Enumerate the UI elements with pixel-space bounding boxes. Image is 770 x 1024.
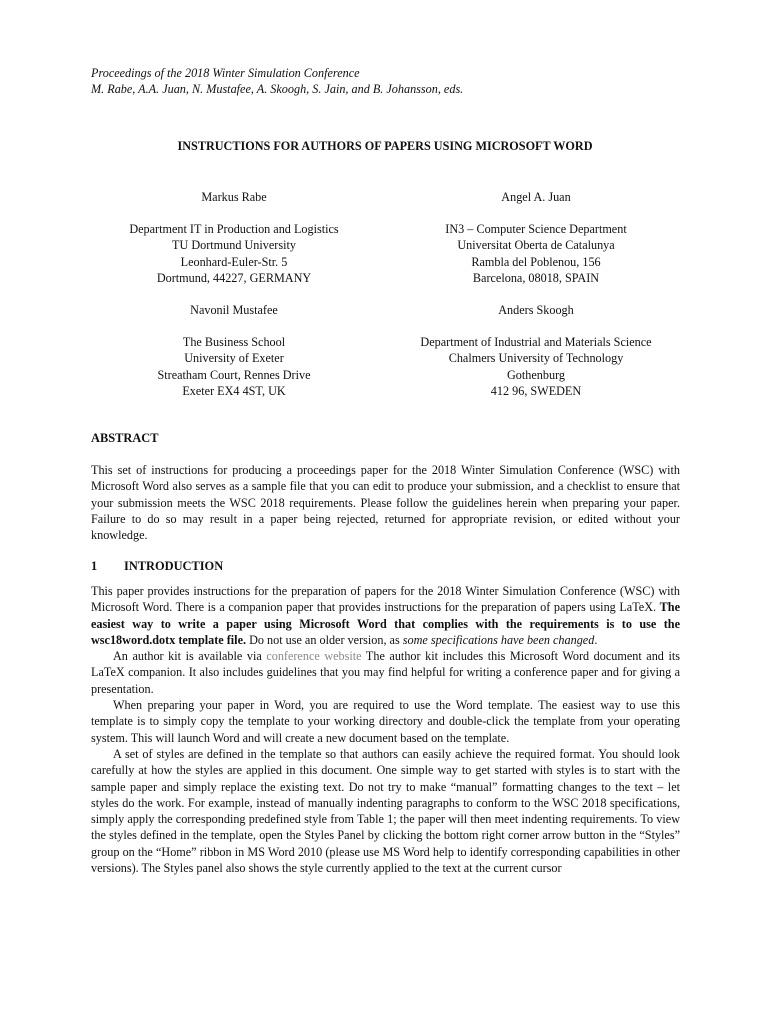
italic-run: some specifications have been changed <box>402 632 595 647</box>
abstract-text: This set of instructions for producing a proceedings paper for the 2018 Winter Simulation Conference (WSC) with Microsoft Word also serves as a sample file that you can edit to produce your submission, and a checklist to ensure that your submission meets the WSC 2018 requirements. Please follow the guidelines herein when preparing your paper. Failure to do so may result in a paper being rejected, returned for appropriate revision, or edited without your knowledge. <box>91 463 680 543</box>
paper-title: INSTRUCTIONS FOR AUTHORS OF PAPERS USING MICROSOFT WORD <box>177 139 593 153</box>
affiliation-line: 412 96, SWEDEN <box>490 383 582 398</box>
text-run: . <box>594 632 598 647</box>
author-name: Angel A. Juan <box>501 190 571 204</box>
conference-website-link[interactable]: conference website <box>266 649 362 664</box>
author-rabe <box>94 189 374 286</box>
proceedings-line: Proceedings of the 2018 Winter Simulation Conference <box>91 66 360 80</box>
bold-run: The easiest way to write a paper using Microsoft Word that complies with the requirements is to use the wsc18word.dotx template file. <box>91 600 680 647</box>
paragraph-4 <box>91 746 680 876</box>
author-juan <box>386 189 686 286</box>
proceedings-header <box>91 65 463 97</box>
affiliation-line: Gothenburg <box>507 367 565 382</box>
section-body <box>91 583 680 876</box>
text-run: An author kit is available via <box>113 649 267 664</box>
affiliation-line: Exeter EX4 4ST, UK <box>182 383 286 398</box>
text-run: Do not use an older version, as <box>246 632 403 647</box>
affiliation-line: Leonhard-Euler-Str. 5 <box>180 254 288 269</box>
affiliation-line: University of Exeter <box>184 351 284 366</box>
author-mustafee <box>94 302 374 399</box>
text-run: When preparing your paper in Word, you are required to use the Word template. The easiest way to use this template is to simply copy the template to your working directory and double-click the template from your operating system. This will launch Word and will create a new document based on the template. <box>91 698 680 745</box>
text-run: A set of styles are defined in the template so that authors can easily achieve the required format. You should look carefully at how the styles are applied in this document. One simple way to get started with styles is to start with the sample paper and simply replace the existing text. Do not try to make “manual” formatting changes to the text – let styles do the work. For example, instead of manually indenting paragraphs to conform to the WSC 2018 specifications, simply apply the corresponding predefined style from Table 1; the paper will then meet indenting requirements. To view the styles defined in the template, open the Styles Panel by clicking the bottom right corner arrow button in the “Styles” group on the “Home” ribbon in MS Word 2010 (please use MS Word help to identify corresponding capabilities in other versions). The Styles panel also shows the style currently applied to the text at the current cursor <box>91 746 680 876</box>
author-skoogh <box>386 302 686 399</box>
affiliation-line: Department of Industrial and Materials Science <box>420 335 652 350</box>
affiliation-line: Department IT in Production and Logistics <box>129 222 339 237</box>
affiliation-line: TU Dortmund University <box>172 238 296 253</box>
author-name: Markus Rabe <box>201 190 267 204</box>
paragraph-3 <box>91 697 680 746</box>
section-title: INTRODUCTION <box>124 559 224 573</box>
affiliation-line: Barcelona, 08018, SPAIN <box>472 270 600 285</box>
author-name: Navonil Mustafee <box>190 303 278 317</box>
affiliation-line: IN3 – Computer Science Department <box>445 222 627 237</box>
affiliation-line: Dortmund, 44227, GERMANY <box>156 270 312 285</box>
section-number: 1 <box>91 559 98 573</box>
author-name: Anders Skoogh <box>498 303 574 317</box>
affiliation-line: Rambla del Poblenou, 156 <box>471 254 601 269</box>
affiliation-line: Chalmers University of Technology <box>448 351 624 366</box>
paragraph-2 <box>91 648 680 697</box>
affiliation-line: The Business School <box>182 335 286 350</box>
affiliation-line: Universitat Oberta de Catalunya <box>457 238 615 253</box>
abstract-heading: ABSTRACT <box>91 431 159 445</box>
text-run: The author kit includes this Microsoft Word document and its LaTeX companion. It also includes guidelines that you may find helpful for writing a conference paper and for giving a presentation. <box>91 649 680 696</box>
paragraph-1 <box>91 583 680 648</box>
text-run: This paper provides instructions for the preparation of papers for the 2018 Winter Simulation Conference (WSC) with Microsoft Word. There is a companion paper that provides instructions for the preparation of papers using LaTeX. <box>91 584 680 615</box>
affiliation-line: Streatham Court, Rennes Drive <box>157 367 311 382</box>
editors-line: M. Rabe, A.A. Juan, N. Mustafee, A. Skoogh, S. Jain, and B. Johansson, eds. <box>91 82 464 96</box>
